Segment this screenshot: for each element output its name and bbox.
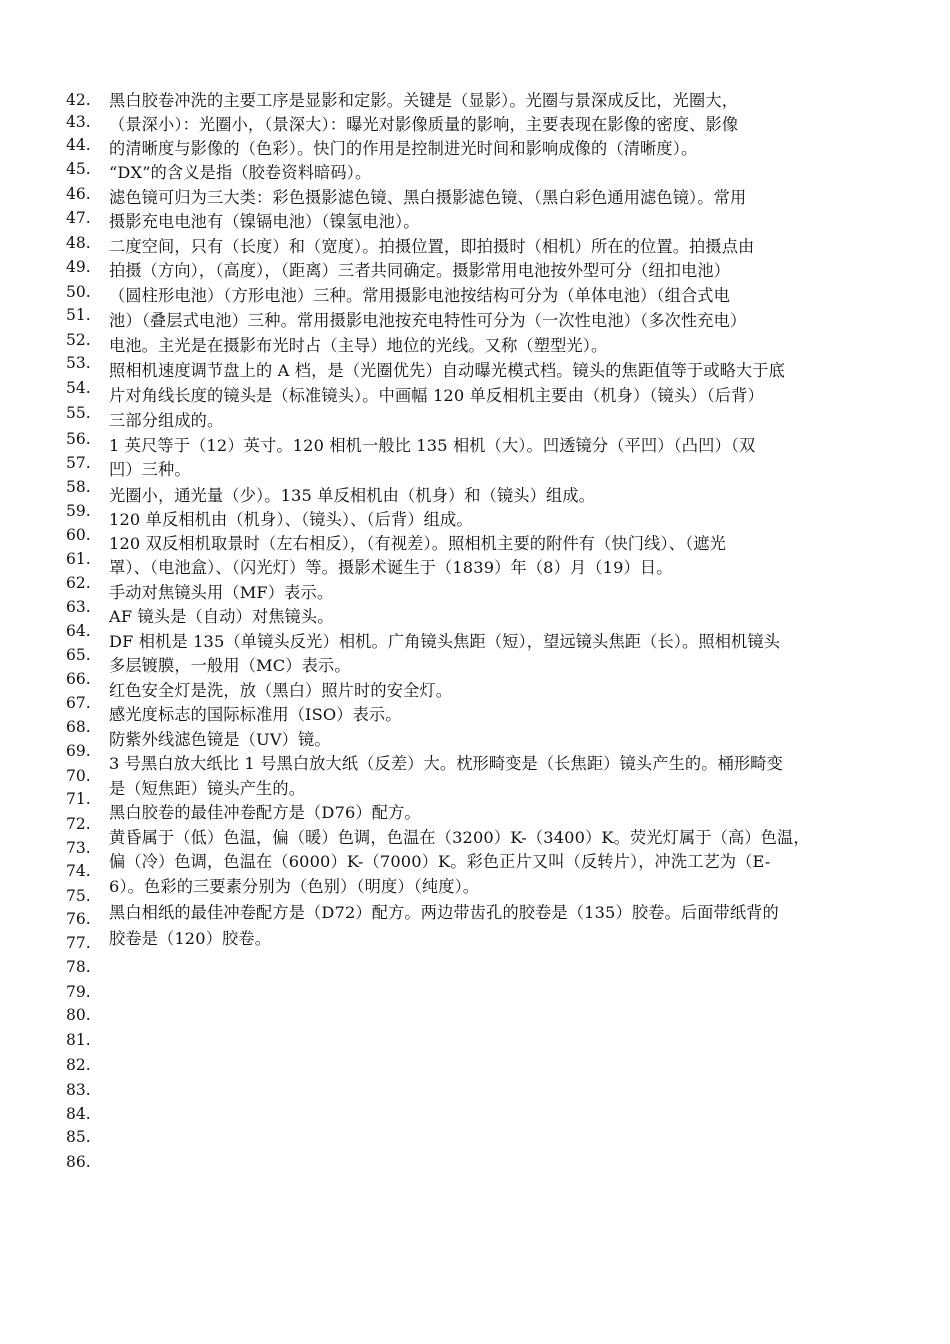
line-number: 68.: [66, 718, 91, 736]
line-number: 57.: [66, 454, 91, 472]
text-line: 照相机速度调节盘上的 A 档，是（光圈优先）自动曝光模式档。镜头的焦距值等于或略大于底: [109, 361, 785, 380]
line-number: 63.: [66, 598, 91, 616]
text-line: 黄昏属于（低）色温，偏（暖）色调，色温在（3200）K-（3400）K。荧光灯属于（高）色温，: [109, 828, 810, 847]
text-line: 3 号黑白放大纸比 1 号黑白放大纸（反差）大。枕形畸变是（长焦距）镜头产生的。桶形畸变: [109, 754, 783, 773]
text-line: 罩）、（电池盒）、（闪光灯）等。摄影术诞生于（1839）年（8）月（19）日。: [109, 558, 673, 577]
text-line: （圆柱形电池）（方形电池）三种。常用摄影电池按结构可分为（单体电池）（组合式电: [109, 286, 730, 305]
text-line: DF 相机是 135（单镜头反光）相机。广角镜头焦距（短），望远镜头焦距（长）。照相机镜头: [109, 632, 781, 651]
line-number: 64.: [66, 622, 91, 640]
line-number: 84.: [66, 1105, 91, 1123]
text-line: 凹）三种。: [109, 460, 191, 479]
line-number: 80.: [66, 1006, 91, 1024]
line-number: 73.: [66, 839, 91, 857]
text-line: 手动对焦镜头用（MF）表示。: [109, 583, 334, 602]
line-number: 56.: [66, 430, 91, 448]
text-line: “DX”的含义是指（胶卷资料暗码）。: [109, 163, 372, 182]
line-number: 62.: [66, 574, 91, 592]
line-number: 70.: [66, 767, 91, 785]
text-line: 120 双反相机取景时（左右相反），（有视差）。照相机主要的附件有（快门线）、（遮光: [109, 534, 726, 553]
text-line: （景深小）：光圈小，（景深大）：曝光对影像质量的影响，主要表现在影像的密度、影像: [109, 115, 739, 134]
line-number: 48.: [66, 234, 91, 252]
line-number: 55.: [66, 404, 91, 422]
line-number: 79.: [66, 983, 91, 1001]
line-number: 53.: [66, 354, 91, 372]
line-number: 77.: [66, 934, 91, 952]
line-number: 66.: [66, 670, 91, 688]
text-line: 的清晰度与影像的（色彩）。快门的作用是控制进光时间和影响成像的（清晰度）。: [109, 139, 698, 158]
line-number: 54.: [66, 379, 91, 397]
line-number: 59.: [66, 502, 91, 520]
line-number: 47.: [66, 209, 91, 227]
line-number: 81.: [66, 1031, 91, 1049]
line-number: 78.: [66, 958, 91, 976]
line-number: 86.: [66, 1153, 91, 1171]
text-line: 片对角线长度的镜头是（标准镜头）。中画幅 120 单反相机主要由（机身）（镜头）（后背）: [109, 386, 764, 405]
line-number: 65.: [66, 646, 91, 664]
text-line: 滤色镜可归为三大类：彩色摄影滤色镜、黑白摄影滤色镜、（黑白彩色通用滤色镜）。常用: [109, 188, 747, 207]
text-line: 多层镀膜，一般用（MC）表示。: [109, 656, 351, 675]
line-number: 67.: [66, 694, 91, 712]
line-number: 51.: [66, 306, 91, 324]
text-line: 三部分组成的。: [109, 411, 224, 430]
line-number: 82.: [66, 1056, 91, 1074]
line-number: 44.: [66, 136, 91, 154]
text-line: 光圈小，通光量（少）。135 单反相机由（机身）和（镜头）组成。: [109, 486, 595, 505]
text-line: AF 镜头是（自动）对焦镜头。: [109, 607, 334, 626]
text-line: 感光度标志的国际标准用（ISO）表示。: [109, 705, 402, 724]
line-number: 74.: [66, 862, 91, 880]
line-number: 61.: [66, 550, 91, 568]
line-number: 50.: [66, 283, 91, 301]
line-number: 72.: [66, 815, 91, 833]
text-line: 黑白胶卷冲洗的主要工序是显影和定影。关键是（显影）。光圈与景深成反比，光圈大，: [109, 91, 739, 110]
text-line: 拍摄（方向），（高度），（距离）三者共同确定。摄影常用电池按外型可分（纽扣电池）: [109, 261, 731, 280]
line-number: 60.: [66, 526, 91, 544]
text-line: 红色安全灯是洗，放（黑白）照片时的安全灯。: [109, 681, 453, 700]
line-number: 52.: [66, 331, 91, 349]
line-number: 43.: [66, 113, 91, 131]
text-line: 黑白胶卷的最佳冲卷配方是（D76）配方。: [109, 803, 421, 822]
line-number: 49.: [66, 258, 91, 276]
text-line: 偏（冷）色调，色温在（6000）K-（7000）K。彩色正片又叫（反转片），冲洗工艺为（E-: [109, 852, 771, 871]
text-line: 1 英尺等于（12）英寸。120 相机一般比 135 相机（大）。凹透镜分（平凹）（凸凹）（双: [109, 436, 756, 455]
text-line: 是（短焦距）镜头产生的。: [109, 779, 306, 798]
text-line: 二度空间，只有（长度）和（宽度）。拍摄位置，即拍摄时（相机）所在的位置。拍摄点由: [109, 237, 755, 256]
line-number: 71.: [66, 790, 91, 808]
text-line: 电池。主光是在摄影布光时占（主导）地位的光线。又称（塑型光）。: [109, 336, 608, 355]
text-line: 6）。色彩的三要素分别为（色别）（明度）（纯度）。: [109, 877, 480, 896]
text-line: 防紫外线滤色镜是（UV）镜。: [109, 730, 331, 749]
line-number: 76.: [66, 910, 91, 928]
text-line: 池）（叠层式电池）三种。常用摄影电池按充电特性可分为（一次性电池）（多次性充电）: [109, 311, 747, 330]
line-number: 69.: [66, 742, 91, 760]
line-number: 83.: [66, 1081, 91, 1099]
text-line: 胶卷是（120）胶卷。: [109, 929, 272, 948]
line-number: 58.: [66, 478, 91, 496]
text-line: 摄影充电电池有（镍镉电池）（镍氢电池）。: [109, 212, 420, 231]
text-line: 黑白相纸的最佳冲卷配方是（D72）配方。两边带齿孔的胶卷是（135）胶卷。后面带纸背的: [109, 903, 779, 922]
line-number: 42.: [66, 91, 91, 109]
line-number: 75.: [66, 887, 91, 905]
line-number: 45.: [66, 160, 91, 178]
line-number: 46.: [66, 185, 91, 203]
line-number: 85.: [66, 1128, 91, 1146]
text-line: 120 单反相机由（机身）、（镜头）、（后背）组成。: [109, 510, 473, 529]
